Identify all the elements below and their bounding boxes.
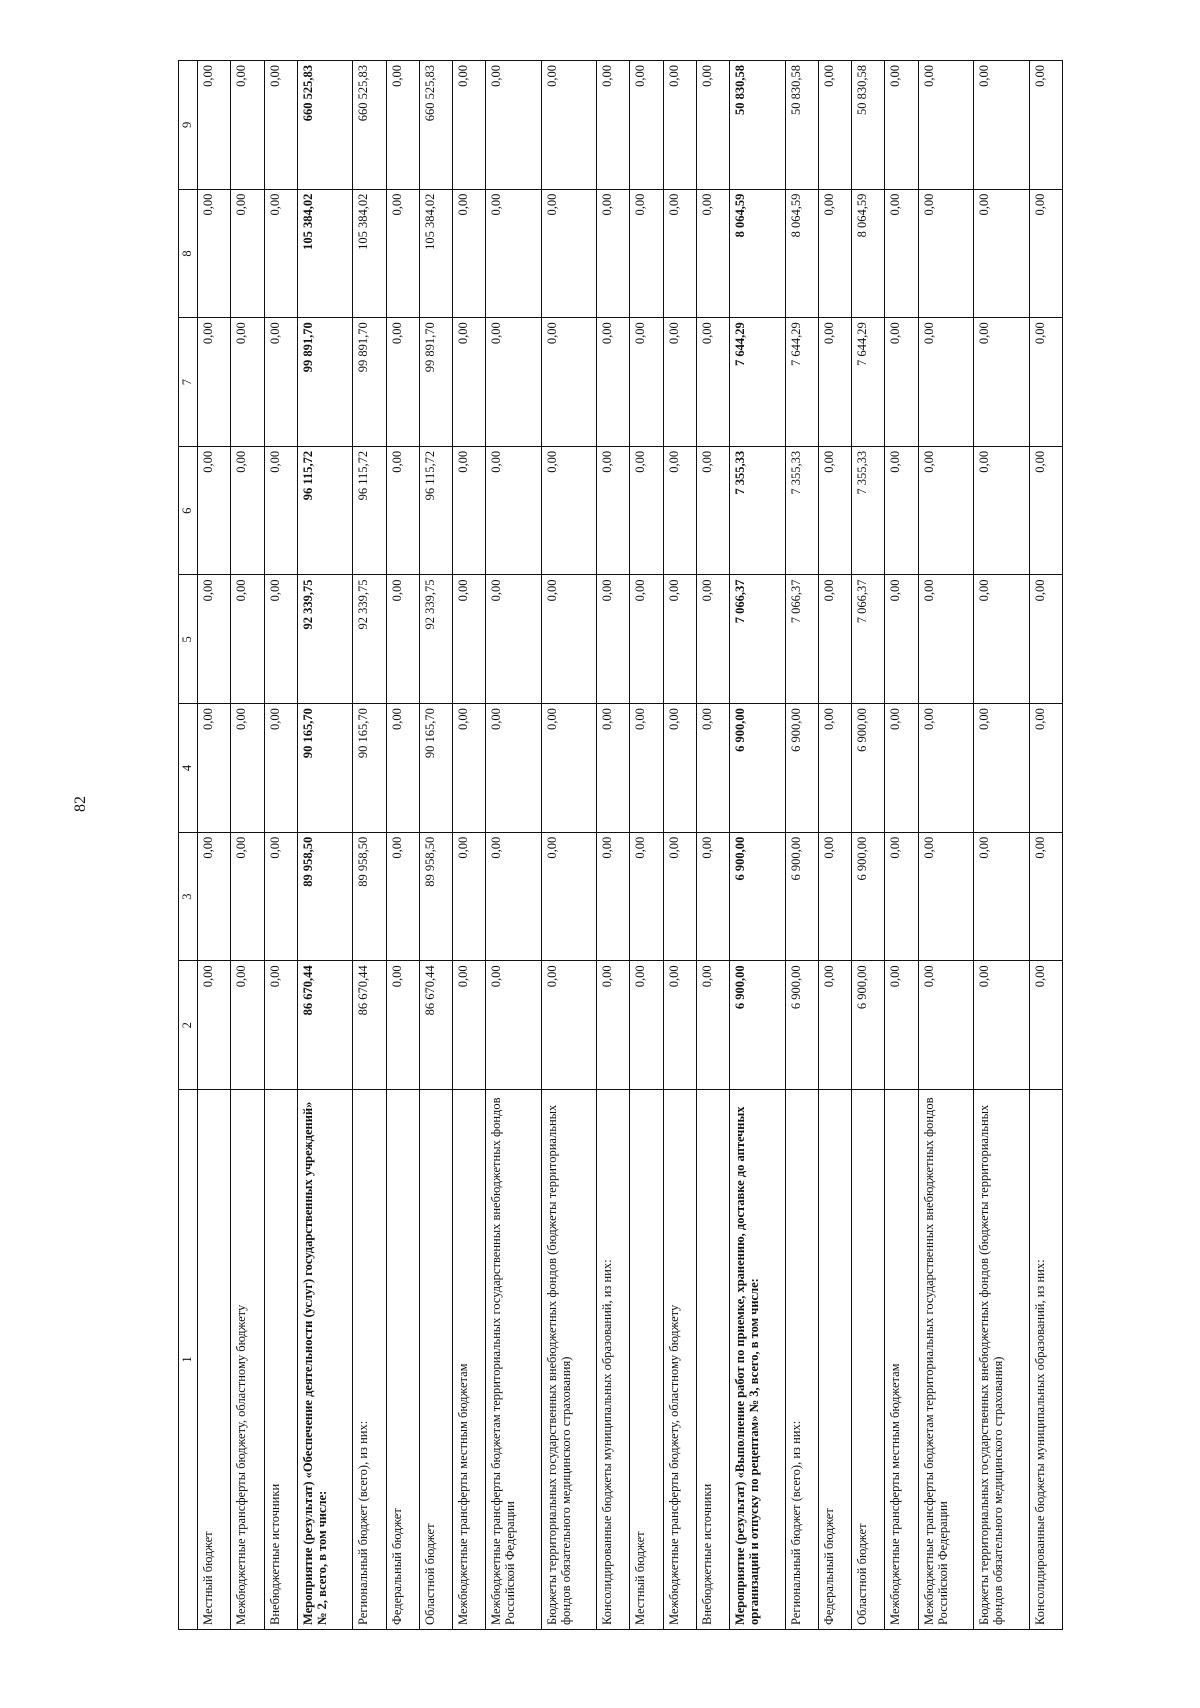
value-cell-col-2: 0,00 <box>386 961 419 1090</box>
value-cell-col-4: 90 165,70 <box>297 704 352 833</box>
value-cell-col-7: 0,00 <box>453 318 486 447</box>
value-cell-col-8: 8 064,59 <box>730 189 785 318</box>
table-row <box>297 61 352 1630</box>
value-cell-col-5: 92 339,75 <box>353 575 386 704</box>
value-cell-col-8: 0,00 <box>597 189 630 318</box>
value-cell-col-5: 0,00 <box>453 575 486 704</box>
table-body <box>198 61 1063 1630</box>
row-label: Консолидированные бюджеты муниципальных образований, из них: <box>597 1090 630 1630</box>
header-cell-9: 9 <box>179 61 198 190</box>
value-cell-col-6: 0,00 <box>231 446 264 575</box>
value-cell-col-7: 0,00 <box>486 318 541 447</box>
value-cell-col-7: 7 644,29 <box>785 318 818 447</box>
value-cell-col-6: 0,00 <box>453 446 486 575</box>
value-cell-col-9: 0,00 <box>1029 61 1062 190</box>
value-cell-col-3: 0,00 <box>885 832 918 961</box>
row-label: Федеральный бюджет <box>386 1090 419 1630</box>
value-cell-col-9: 0,00 <box>918 61 973 190</box>
value-cell-col-7: 0,00 <box>264 318 297 447</box>
row-label: Консолидированные бюджеты муниципальных образований, из них: <box>1029 1090 1062 1630</box>
header-cell-6: 6 <box>179 446 198 575</box>
table-row <box>419 61 452 1630</box>
value-cell-col-5: 0,00 <box>486 575 541 704</box>
value-cell-col-5: 0,00 <box>1029 575 1062 704</box>
value-cell-col-3: 89 958,50 <box>297 832 352 961</box>
row-label: Внебюджетные источники <box>696 1090 729 1630</box>
value-cell-col-9: 0,00 <box>541 61 596 190</box>
value-cell-col-8: 105 384,02 <box>419 189 452 318</box>
value-cell-col-6: 7 355,33 <box>785 446 818 575</box>
value-cell-col-2: 0,00 <box>486 961 541 1090</box>
value-cell-col-2: 0,00 <box>453 961 486 1090</box>
value-cell-col-8: 0,00 <box>1029 189 1062 318</box>
value-cell-col-4: 0,00 <box>386 704 419 833</box>
value-cell-col-4: 0,00 <box>1029 704 1062 833</box>
row-label: Местный бюджет <box>198 1090 231 1630</box>
value-cell-col-7: 0,00 <box>663 318 696 447</box>
value-cell-col-3: 0,00 <box>541 832 596 961</box>
value-cell-col-8: 0,00 <box>818 189 851 318</box>
value-cell-col-3: 6 900,00 <box>852 832 885 961</box>
value-cell-col-9: 0,00 <box>453 61 486 190</box>
value-cell-col-8: 105 384,02 <box>353 189 386 318</box>
value-cell-col-7: 7 644,29 <box>852 318 885 447</box>
value-cell-col-6: 0,00 <box>386 446 419 575</box>
value-cell-col-2: 86 670,44 <box>353 961 386 1090</box>
value-cell-col-2: 0,00 <box>918 961 973 1090</box>
value-cell-col-9: 0,00 <box>630 61 663 190</box>
value-cell-col-8: 0,00 <box>486 189 541 318</box>
table-row <box>852 61 885 1630</box>
value-cell-col-2: 86 670,44 <box>419 961 452 1090</box>
value-cell-col-2: 0,00 <box>264 961 297 1090</box>
value-cell-col-2: 0,00 <box>597 961 630 1090</box>
row-label: Региональный бюджет (всего), из них: <box>353 1090 386 1630</box>
table-row <box>597 61 630 1630</box>
table-row <box>785 61 818 1630</box>
value-cell-col-6: 0,00 <box>696 446 729 575</box>
header-cell-1: 1 <box>179 1090 198 1630</box>
value-cell-col-7: 0,00 <box>885 318 918 447</box>
value-cell-col-7: 99 891,70 <box>419 318 452 447</box>
value-cell-col-9: 0,00 <box>663 61 696 190</box>
row-label: Межбюджетные трансферты бюджету, областному бюджету <box>231 1090 264 1630</box>
value-cell-col-3: 0,00 <box>663 832 696 961</box>
value-cell-col-3: 6 900,00 <box>730 832 785 961</box>
table-header <box>179 61 198 1630</box>
table-row <box>386 61 419 1630</box>
value-cell-col-4: 6 900,00 <box>852 704 885 833</box>
value-cell-col-9: 0,00 <box>264 61 297 190</box>
value-cell-col-5: 0,00 <box>818 575 851 704</box>
header-cell-3: 3 <box>179 832 198 961</box>
value-cell-col-4: 0,00 <box>696 704 729 833</box>
value-cell-col-7: 0,00 <box>386 318 419 447</box>
row-label: Межбюджетные трансферты бюджетам территориальных государственных внебюджетных фондов Российской Федерации <box>918 1090 973 1630</box>
value-cell-col-3: 89 958,50 <box>419 832 452 961</box>
value-cell-col-7: 0,00 <box>1029 318 1062 447</box>
value-cell-col-3: 89 958,50 <box>353 832 386 961</box>
value-cell-col-2: 6 900,00 <box>785 961 818 1090</box>
value-cell-col-6: 0,00 <box>1029 446 1062 575</box>
value-cell-col-8: 105 384,02 <box>297 189 352 318</box>
value-cell-col-6: 0,00 <box>663 446 696 575</box>
value-cell-col-5: 0,00 <box>630 575 663 704</box>
value-cell-col-7: 99 891,70 <box>297 318 352 447</box>
value-cell-col-4: 0,00 <box>663 704 696 833</box>
rotated-table-container <box>178 60 1063 1630</box>
value-cell-col-9: 50 830,58 <box>785 61 818 190</box>
value-cell-col-3: 0,00 <box>1029 832 1062 961</box>
value-cell-col-2: 0,00 <box>198 961 231 1090</box>
value-cell-col-2: 0,00 <box>663 961 696 1090</box>
header-cell-4: 4 <box>179 704 198 833</box>
value-cell-col-7: 0,00 <box>974 318 1029 447</box>
value-cell-col-9: 0,00 <box>597 61 630 190</box>
value-cell-col-4: 0,00 <box>974 704 1029 833</box>
value-cell-col-5: 92 339,75 <box>419 575 452 704</box>
value-cell-col-2: 0,00 <box>885 961 918 1090</box>
value-cell-col-6: 0,00 <box>486 446 541 575</box>
value-cell-col-7: 99 891,70 <box>353 318 386 447</box>
table-row <box>730 61 785 1630</box>
row-label: Бюджеты территориальных государственных внебюджетных фондов (бюджеты территориальных фондов обязательного медицинского страхования) <box>541 1090 596 1630</box>
value-cell-col-9: 660 525,83 <box>297 61 352 190</box>
header-row <box>179 61 198 1630</box>
value-cell-col-5: 0,00 <box>885 575 918 704</box>
value-cell-col-8: 0,00 <box>541 189 596 318</box>
value-cell-col-3: 0,00 <box>974 832 1029 961</box>
value-cell-col-6: 0,00 <box>597 446 630 575</box>
value-cell-col-4: 0,00 <box>818 704 851 833</box>
value-cell-col-3: 0,00 <box>818 832 851 961</box>
value-cell-col-9: 0,00 <box>974 61 1029 190</box>
value-cell-col-9: 0,00 <box>198 61 231 190</box>
value-cell-col-3: 0,00 <box>486 832 541 961</box>
value-cell-col-5: 7 066,37 <box>730 575 785 704</box>
table-row <box>231 61 264 1630</box>
value-cell-col-8: 0,00 <box>264 189 297 318</box>
value-cell-col-4: 0,00 <box>885 704 918 833</box>
value-cell-col-2: 0,00 <box>541 961 596 1090</box>
value-cell-col-8: 0,00 <box>974 189 1029 318</box>
value-cell-col-2: 6 900,00 <box>730 961 785 1090</box>
value-cell-col-2: 0,00 <box>818 961 851 1090</box>
value-cell-col-6: 0,00 <box>974 446 1029 575</box>
value-cell-col-8: 0,00 <box>918 189 973 318</box>
value-cell-col-5: 0,00 <box>918 575 973 704</box>
value-cell-col-6: 96 115,72 <box>297 446 352 575</box>
table-row <box>696 61 729 1630</box>
value-cell-col-9: 0,00 <box>231 61 264 190</box>
value-cell-col-8: 8 064,59 <box>785 189 818 318</box>
value-cell-col-9: 0,00 <box>386 61 419 190</box>
row-label: Межбюджетные трансферты бюджету, областному бюджету <box>663 1090 696 1630</box>
table-row <box>974 61 1029 1630</box>
value-cell-col-4: 90 165,70 <box>353 704 386 833</box>
value-cell-col-6: 0,00 <box>918 446 973 575</box>
value-cell-col-6: 7 355,33 <box>730 446 785 575</box>
table-row <box>630 61 663 1630</box>
table-row <box>541 61 596 1630</box>
value-cell-col-5: 7 066,37 <box>785 575 818 704</box>
value-cell-col-6: 7 355,33 <box>852 446 885 575</box>
value-cell-col-2: 0,00 <box>1029 961 1062 1090</box>
table-row <box>264 61 297 1630</box>
table-row <box>885 61 918 1630</box>
header-cell-2: 2 <box>179 961 198 1090</box>
row-label: Внебюджетные источники <box>264 1090 297 1630</box>
value-cell-col-2: 0,00 <box>231 961 264 1090</box>
table-row <box>663 61 696 1630</box>
value-cell-col-3: 0,00 <box>198 832 231 961</box>
value-cell-col-3: 0,00 <box>264 832 297 961</box>
table-row <box>198 61 231 1630</box>
value-cell-col-8: 0,00 <box>696 189 729 318</box>
value-cell-col-7: 0,00 <box>818 318 851 447</box>
table-row <box>453 61 486 1630</box>
value-cell-col-8: 8 064,59 <box>852 189 885 318</box>
value-cell-col-8: 0,00 <box>453 189 486 318</box>
value-cell-col-4: 0,00 <box>486 704 541 833</box>
value-cell-col-7: 0,00 <box>918 318 973 447</box>
row-label: Областной бюджет <box>852 1090 885 1630</box>
value-cell-col-3: 0,00 <box>918 832 973 961</box>
row-label: Межбюджетные трансферты местным бюджетам <box>885 1090 918 1630</box>
value-cell-col-5: 0,00 <box>264 575 297 704</box>
value-cell-col-4: 6 900,00 <box>785 704 818 833</box>
value-cell-col-4: 90 165,70 <box>419 704 452 833</box>
value-cell-col-5: 0,00 <box>974 575 1029 704</box>
value-cell-col-4: 0,00 <box>198 704 231 833</box>
value-cell-col-2: 0,00 <box>630 961 663 1090</box>
row-label: Межбюджетные трансферты местным бюджетам <box>453 1090 486 1630</box>
value-cell-col-9: 0,00 <box>696 61 729 190</box>
value-cell-col-4: 6 900,00 <box>730 704 785 833</box>
value-cell-col-4: 0,00 <box>918 704 973 833</box>
table-row <box>818 61 851 1630</box>
value-cell-col-4: 0,00 <box>630 704 663 833</box>
page-number: 82 <box>72 796 89 812</box>
value-cell-col-6: 0,00 <box>264 446 297 575</box>
row-label: Областной бюджет <box>419 1090 452 1630</box>
value-cell-col-4: 0,00 <box>453 704 486 833</box>
value-cell-col-6: 0,00 <box>885 446 918 575</box>
value-cell-col-2: 86 670,44 <box>297 961 352 1090</box>
row-label: Межбюджетные трансферты бюджетам территориальных государственных внебюджетных фондов Российской Федерации <box>486 1090 541 1630</box>
value-cell-col-8: 0,00 <box>198 189 231 318</box>
row-label: Бюджеты территориальных государственных внебюджетных фондов (бюджеты территориальных фондов обязательного медицинского страхования) <box>974 1090 1029 1630</box>
value-cell-col-7: 0,00 <box>630 318 663 447</box>
value-cell-col-8: 0,00 <box>386 189 419 318</box>
value-cell-col-2: 6 900,00 <box>852 961 885 1090</box>
value-cell-col-9: 0,00 <box>818 61 851 190</box>
value-cell-col-4: 0,00 <box>597 704 630 833</box>
value-cell-col-7: 0,00 <box>696 318 729 447</box>
value-cell-col-6: 0,00 <box>198 446 231 575</box>
value-cell-col-5: 0,00 <box>198 575 231 704</box>
value-cell-col-6: 96 115,72 <box>419 446 452 575</box>
value-cell-col-4: 0,00 <box>541 704 596 833</box>
row-label: Местный бюджет <box>630 1090 663 1630</box>
value-cell-col-6: 0,00 <box>541 446 596 575</box>
header-cell-7: 7 <box>179 318 198 447</box>
value-cell-col-5: 0,00 <box>597 575 630 704</box>
value-cell-col-3: 0,00 <box>597 832 630 961</box>
value-cell-col-2: 0,00 <box>696 961 729 1090</box>
value-cell-col-5: 0,00 <box>541 575 596 704</box>
value-cell-col-8: 0,00 <box>663 189 696 318</box>
row-label: Мероприятие (результат) «Выполнение работ по приемке, хранению, доставке до аптечных организаций и отпуску по рецептам» № 3, всего, в том числе: <box>730 1090 785 1630</box>
row-label: Мероприятие (результат) «Обеспечение деятельности (услуг) государственных учреждений» № 2, всего, в том числе: <box>297 1090 352 1630</box>
value-cell-col-9: 0,00 <box>885 61 918 190</box>
value-cell-col-2: 0,00 <box>974 961 1029 1090</box>
header-cell-5: 5 <box>179 575 198 704</box>
value-cell-col-6: 0,00 <box>818 446 851 575</box>
value-cell-col-5: 92 339,75 <box>297 575 352 704</box>
value-cell-col-9: 50 830,58 <box>730 61 785 190</box>
value-cell-col-5: 0,00 <box>663 575 696 704</box>
value-cell-col-8: 0,00 <box>630 189 663 318</box>
value-cell-col-6: 0,00 <box>630 446 663 575</box>
value-cell-col-4: 0,00 <box>231 704 264 833</box>
budget-table <box>178 60 1063 1630</box>
value-cell-col-7: 7 644,29 <box>730 318 785 447</box>
value-cell-col-3: 0,00 <box>630 832 663 961</box>
table-row <box>1029 61 1062 1630</box>
value-cell-col-5: 0,00 <box>231 575 264 704</box>
value-cell-col-9: 0,00 <box>486 61 541 190</box>
value-cell-col-9: 660 525,83 <box>353 61 386 190</box>
value-cell-col-3: 0,00 <box>453 832 486 961</box>
row-label: Федеральный бюджет <box>818 1090 851 1630</box>
value-cell-col-3: 0,00 <box>231 832 264 961</box>
value-cell-col-9: 660 525,83 <box>419 61 452 190</box>
value-cell-col-5: 0,00 <box>696 575 729 704</box>
value-cell-col-7: 0,00 <box>541 318 596 447</box>
table-row <box>353 61 386 1630</box>
value-cell-col-7: 0,00 <box>597 318 630 447</box>
value-cell-col-3: 0,00 <box>696 832 729 961</box>
value-cell-col-6: 96 115,72 <box>353 446 386 575</box>
value-cell-col-7: 0,00 <box>231 318 264 447</box>
value-cell-col-8: 0,00 <box>885 189 918 318</box>
value-cell-col-5: 7 066,37 <box>852 575 885 704</box>
value-cell-col-3: 0,00 <box>386 832 419 961</box>
table-row <box>486 61 541 1630</box>
value-cell-col-3: 6 900,00 <box>785 832 818 961</box>
value-cell-col-4: 0,00 <box>264 704 297 833</box>
value-cell-col-7: 0,00 <box>198 318 231 447</box>
value-cell-col-9: 50 830,58 <box>852 61 885 190</box>
header-cell-8: 8 <box>179 189 198 318</box>
row-label: Региональный бюджет (всего), из них: <box>785 1090 818 1630</box>
table-row <box>918 61 973 1630</box>
value-cell-col-5: 0,00 <box>386 575 419 704</box>
value-cell-col-8: 0,00 <box>231 189 264 318</box>
